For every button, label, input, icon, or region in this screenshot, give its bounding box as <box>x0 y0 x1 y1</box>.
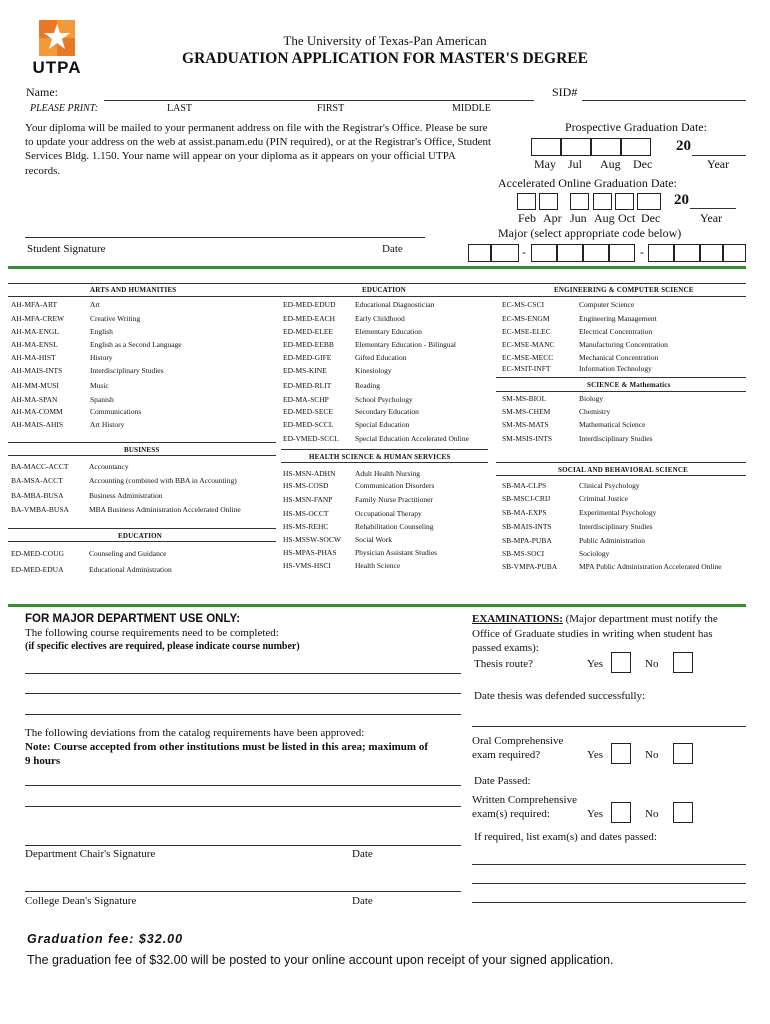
major-code: HS-MSN-ADHN <box>283 469 336 478</box>
major-code: SB-VMPA-PUBA <box>502 562 558 571</box>
program-name: Biology <box>579 394 604 403</box>
written-no-checkbox[interactable] <box>673 802 693 823</box>
major-code-box[interactable] <box>491 244 519 262</box>
heading-health: HEALTH SCIENCE & HUMAN SERVICES <box>309 453 451 461</box>
major-code: ED-MED-GIFE <box>283 353 332 362</box>
rule <box>496 391 746 392</box>
major-code: EC-MSIT-INFT <box>502 364 551 373</box>
major-code: HS-MS-OCCT <box>283 509 329 518</box>
program-name: Rehabilitation Counseling <box>355 522 434 531</box>
program-name: MPA Public Administration Accelerated Online <box>579 562 722 571</box>
program-name: Interdisciplinary Studies <box>579 522 653 531</box>
heading-science: SCIENCE & Mathematics <box>587 381 671 389</box>
major-code-box[interactable] <box>531 244 557 262</box>
program-name: Adult Health Nursing <box>355 469 420 478</box>
exam-intro-line: passed exams): <box>472 642 539 654</box>
major-code: AH-MAIS-AHIS <box>11 420 64 429</box>
major-code: HS-VMS-HSCI <box>283 561 331 570</box>
student-signature-label: Student Signature <box>27 243 106 255</box>
thesis-no-checkbox[interactable] <box>673 652 693 673</box>
accel-month-jun: Jun <box>570 211 587 225</box>
major-code: AH-MA-SPAN <box>11 395 58 404</box>
month-may: May <box>534 157 556 171</box>
accel-month-box[interactable] <box>593 193 612 210</box>
thesis-date-line[interactable] <box>472 726 746 727</box>
program-name: Educational Diagnostician <box>355 300 435 309</box>
if-required-label: If required, list exam(s) and dates passed: <box>474 831 657 843</box>
program-name: English <box>90 327 113 336</box>
major-code: AH-MA-HIST <box>11 353 56 362</box>
university-name: The University of Texas-Pan American <box>283 33 487 48</box>
major-code: HS-MSN-FANP <box>283 495 333 504</box>
major-code: ED-VMED-SCCL <box>283 434 339 443</box>
oral-label-2: exam required? <box>472 749 541 761</box>
thesis-no-label: No <box>645 658 659 670</box>
program-name: Business Administration <box>89 491 163 500</box>
major-code: BA-VMBA-BUSA <box>11 505 69 514</box>
major-code-box[interactable] <box>609 244 635 262</box>
dept-line2: (if specific electives are required, please indicate course number) <box>25 641 300 652</box>
chair-signature-label: Department Chair's Signature <box>25 848 156 860</box>
dept-line1: The following course requirements need to be completed: <box>25 627 279 639</box>
student-date-label: Date <box>382 243 403 255</box>
major-code-box[interactable] <box>557 244 583 262</box>
accel-year-field[interactable] <box>690 208 736 209</box>
major-code: ED-MED-SECE <box>283 407 333 416</box>
program-name: Communication Disorders <box>355 481 435 490</box>
major-code: EC-MS-CSCI <box>502 300 545 309</box>
major-code: SB-MA-CLPS <box>502 481 547 490</box>
major-code: ED-MED-EDUD <box>283 300 336 309</box>
oral-yes-label: Yes <box>587 749 604 761</box>
major-code: SB-MPA-PUBA <box>502 536 552 545</box>
program-name: Electrical Concentration <box>579 327 653 336</box>
heading-engineering: ENGINEERING & COMPUTER SCIENCE <box>554 286 694 294</box>
accel-month-oct: Oct <box>618 211 636 225</box>
program-name: Criminal Justice <box>579 494 628 503</box>
major-code: ED-MED-SCCL <box>283 420 334 429</box>
program-name: Educational Administration <box>89 565 172 574</box>
accel-year-label: Year <box>700 211 723 225</box>
program-name: Interdisciplinary Studies <box>579 434 653 443</box>
major-code: SB-MS-SOCI <box>502 549 545 558</box>
major-code: ED-MED-COUG <box>11 549 64 558</box>
program-name: Creative Writing <box>90 314 141 323</box>
oral-no-label: No <box>645 749 659 761</box>
program-name: Elementary Education <box>355 327 422 336</box>
program-name: Music <box>90 381 109 390</box>
program-name: Kinesiology <box>355 366 392 375</box>
program-name: Sociology <box>579 549 610 558</box>
year-prefix: 20 <box>676 138 691 154</box>
program-name: Art History <box>90 420 125 429</box>
major-code: SM-MS-BIOL <box>502 394 547 403</box>
oral-no-checkbox[interactable] <box>673 743 693 764</box>
program-name: Accountancy <box>89 462 129 471</box>
exam-intro-line: (Major department must notify the <box>562 613 718 625</box>
divider <box>8 604 746 607</box>
month-jul: Jul <box>568 157 583 171</box>
program-name: Interdisciplinary Studies <box>90 366 164 375</box>
requirements-line[interactable] <box>25 673 461 674</box>
program-name: History <box>90 353 113 362</box>
major-label: Major (select appropriate code below) <box>498 226 682 240</box>
thesis-yes-label: Yes <box>587 658 604 670</box>
program-name: Art <box>90 300 100 309</box>
program-name: School Psychology <box>355 395 413 404</box>
program-name: Reading <box>355 381 380 390</box>
major-dash: - <box>640 245 644 259</box>
diploma-line: Your diploma will be mailed to your permanent address on file with the Registrar's Office. Please be sure <box>25 122 488 134</box>
accel-month-box[interactable] <box>539 193 558 210</box>
month-box[interactable] <box>531 138 561 156</box>
accelerated-label: Accelerated Online Graduation Date: <box>498 176 677 190</box>
name-field[interactable] <box>104 100 534 101</box>
major-code-box[interactable] <box>723 244 746 262</box>
requirements-line[interactable] <box>25 714 461 715</box>
diploma-line: to update your address on the web at assist.panam.edu (PIN required), or at the Registrar's Office, Student <box>25 136 492 149</box>
last-label: LAST <box>167 103 192 114</box>
month-dec: Dec <box>633 157 653 171</box>
accel-month-aug: Aug <box>594 211 615 225</box>
major-code: EC-MS-ENGM <box>502 314 550 323</box>
exam-intro <box>472 612 752 656</box>
rule <box>281 449 488 450</box>
written-yes-checkbox[interactable] <box>611 802 631 823</box>
program-name: Special Education <box>355 420 410 429</box>
program-name: Chemistry <box>579 407 611 416</box>
major-code: HS-MS-COSD <box>283 481 329 490</box>
program-name: English as a Second Language <box>90 340 182 349</box>
written-yes-label: Yes <box>587 808 604 820</box>
program-name: Information Technology <box>579 364 652 373</box>
major-code: BA-MSA-ACCT <box>11 476 63 485</box>
chair-date-label: Date <box>352 848 373 860</box>
rule <box>8 442 276 443</box>
major-code: BA-MACC-ACCT <box>11 462 69 471</box>
program-name: Family Nurse Practitioner <box>355 495 433 504</box>
accel-month-box[interactable] <box>517 193 536 210</box>
major-code: ED-MS-KINE <box>283 366 327 375</box>
program-name: Computer Science <box>579 300 635 309</box>
accel-year-prefix: 20 <box>674 192 689 208</box>
major-code: ED-MED-RLIT <box>283 381 332 390</box>
dean-date-label: Date <box>352 895 373 907</box>
fee-title: Graduation fee: $32.00 <box>27 932 184 946</box>
note-line1: Note: Course accepted from other institutions must be listed in this area; maximum of <box>25 741 428 753</box>
diploma-notice <box>25 121 491 178</box>
major-code: ED-MED-EDUA <box>11 565 64 574</box>
oral-yes-checkbox[interactable] <box>611 743 631 764</box>
month-box[interactable] <box>561 138 591 156</box>
oral-label-1: Oral Comprehensive <box>472 735 564 747</box>
exam-intro-line: Office of Graduate studies in writing when student has <box>472 627 713 640</box>
rule <box>496 377 746 378</box>
exam-list-line[interactable] <box>472 902 746 903</box>
accel-month-apr: Apr <box>543 211 562 225</box>
year-field[interactable] <box>692 155 746 156</box>
date-passed-label: Date Passed: <box>474 775 531 787</box>
program-name: Accounting (combined with BBA in Accounting) <box>89 476 237 485</box>
major-code: AH-MM-MUSI <box>11 381 59 390</box>
diploma-line: records. <box>25 164 61 177</box>
major-code-box[interactable] <box>468 244 491 262</box>
rule <box>8 455 276 456</box>
major-code: AH-MFA-ART <box>11 300 58 309</box>
page-title: GRADUATION APPLICATION FOR MASTER'S DEGREE <box>182 50 588 67</box>
deviations-line[interactable] <box>25 806 461 807</box>
program-name: Spanish <box>90 395 114 404</box>
dept-title: FOR MAJOR DEPARTMENT USE ONLY: <box>25 613 241 625</box>
major-code: EC-MSE-MANC <box>502 340 555 349</box>
major-code: HS-MPAS-PHAS <box>283 548 337 557</box>
month-aug: Aug <box>600 157 621 171</box>
heading-social: SOCIAL AND BEHAVIORAL SCIENCE <box>558 466 688 474</box>
program-name: Communications <box>90 407 142 416</box>
heading-education: EDUCATION <box>362 286 407 294</box>
month-box[interactable] <box>621 138 651 156</box>
thesis-label: Thesis route? <box>474 658 533 670</box>
major-code: ED-MED-EACH <box>283 314 336 323</box>
program-name: Special Education Accelerated Online <box>355 434 469 443</box>
accel-month-box[interactable] <box>615 193 634 210</box>
major-dash: - <box>522 245 526 259</box>
note-line2: 9 hours <box>25 755 61 767</box>
dean-signature-label: College Dean's Signature <box>25 895 137 907</box>
dean-signature-line[interactable] <box>25 891 461 892</box>
program-name: Public Administration <box>579 536 646 545</box>
exam-list-line[interactable] <box>472 864 746 865</box>
program-name: Health Science <box>355 561 401 570</box>
heading-education-left: EDUCATION <box>118 532 163 540</box>
major-code: AH-MA-ENSL <box>11 340 58 349</box>
logo-text: UTPA <box>32 58 82 77</box>
major-code: SB-MSCJ-CRIJ <box>502 494 551 503</box>
thesis-date-label: Date thesis was defended successfully: <box>474 690 646 702</box>
major-code: SM-MS-MATS <box>502 420 549 429</box>
program-name: Early Childhood <box>355 314 405 323</box>
major-code: BA-MBA-BUSA <box>11 491 64 500</box>
major-code-box[interactable] <box>700 244 723 262</box>
utpa-logo <box>29 18 85 80</box>
chair-signature-line[interactable] <box>25 845 461 846</box>
deviations-line[interactable] <box>25 785 461 786</box>
please-print: PLEASE PRINT: <box>30 103 99 114</box>
rule <box>8 528 276 529</box>
rule <box>8 283 746 284</box>
requirements-line[interactable] <box>25 693 461 694</box>
program-name: Experimental Psychology <box>579 508 657 517</box>
program-name: Gifted Education <box>355 353 407 362</box>
diploma-line: Services Bldg. 1.150. Your name will appear on your diploma as it appears on your official UTPA <box>25 150 456 163</box>
major-code: ED-MED-EEBB <box>283 340 334 349</box>
major-code-box[interactable] <box>648 244 674 262</box>
program-name: Occupational Therapy <box>355 509 422 518</box>
major-code: SM-MSIS-INTS <box>502 434 553 443</box>
written-label-2: exam(s) required: <box>472 808 550 820</box>
heading-business: BUSINESS <box>124 446 160 454</box>
program-name: Mathematical Science <box>579 420 646 429</box>
name-label: Name: <box>26 85 58 99</box>
program-name: Social Work <box>355 535 392 544</box>
accel-month-box[interactable] <box>570 193 589 210</box>
major-code: SB-MAIS-INTS <box>502 522 552 531</box>
program-name: Physician Assistant Studies <box>355 548 438 557</box>
student-signature-line[interactable] <box>25 237 425 238</box>
accel-month-dec: Dec <box>641 211 661 225</box>
heading-arts: ARTS AND HUMANITIES <box>90 286 177 294</box>
sid-field[interactable] <box>582 100 746 101</box>
major-code: SM-MS-CHEM <box>502 407 551 416</box>
divider <box>8 266 746 269</box>
accel-month-feb: Feb <box>518 211 536 225</box>
major-code: ED-MED-ELEE <box>283 327 333 336</box>
sid-label: SID# <box>552 85 578 99</box>
program-name: Manufacturing Concentration <box>579 340 668 349</box>
first-label: FIRST <box>317 103 345 114</box>
program-name: Clinical Psychology <box>579 481 640 490</box>
major-code: SB-MA-EXPS <box>502 508 547 517</box>
rule <box>496 462 746 463</box>
major-code: HS-MSSW-SOCW <box>283 535 341 544</box>
program-name: Engineering Management <box>579 314 657 323</box>
program-name: Counseling and Guidance <box>89 549 167 558</box>
thesis-yes-checkbox[interactable] <box>611 652 631 673</box>
rule <box>8 541 276 542</box>
rule <box>496 475 746 476</box>
middle-label: MIDDLE <box>452 103 491 114</box>
program-name: MBA Business Administration Accelerated Online <box>89 505 241 514</box>
major-code: HS-MS-REHC <box>283 522 329 531</box>
program-name: Secondary Education <box>355 407 419 416</box>
major-code: AH-MFA-CREW <box>11 314 65 323</box>
major-code-box[interactable] <box>583 244 609 262</box>
program-name: Elementary Education - Bilingual <box>355 340 457 349</box>
written-label-1: Written Comprehensive <box>472 794 577 806</box>
major-code: AH-MA-COMM <box>11 407 63 416</box>
exam-list-line[interactable] <box>472 883 746 884</box>
major-code: EC-MSE-MECC <box>502 353 554 362</box>
exam-title: EXAMINATIONS: <box>472 613 563 625</box>
fee-text: The graduation fee of $32.00 will be posted to your online account upon receipt of your signed application. <box>27 953 614 967</box>
major-code: ED-MA-SCHP <box>283 395 329 404</box>
written-no-label: No <box>645 808 659 820</box>
accel-month-box[interactable] <box>637 193 661 210</box>
program-name: Mechanical Concentration <box>579 353 659 362</box>
major-code: AH-MA-ENGL <box>11 327 59 336</box>
year-label: Year <box>707 157 730 171</box>
deviations-text: The following deviations from the catalog requirements have been approved: <box>25 727 365 739</box>
major-code: EC-MSE-ELEC <box>502 327 551 336</box>
major-code-box[interactable] <box>674 244 700 262</box>
major-code: AH-MAIS-INTS <box>11 366 63 375</box>
rule <box>281 462 488 463</box>
rule <box>8 296 746 297</box>
prospective-label: Prospective Graduation Date: <box>565 120 707 134</box>
month-box[interactable] <box>591 138 621 156</box>
